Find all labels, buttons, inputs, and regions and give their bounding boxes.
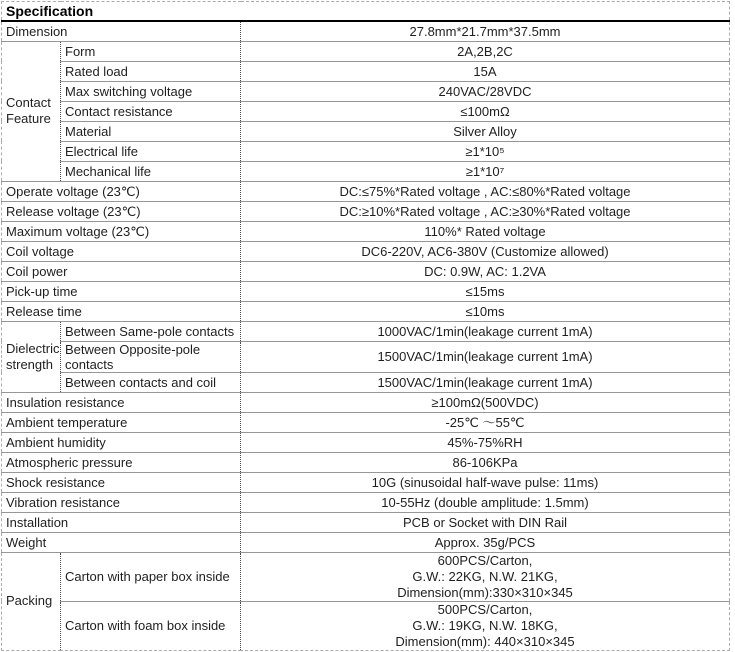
- table-row: [2, 41, 730, 61]
- table-row: [2, 341, 730, 372]
- spec-label: Carton with foam box inside: [61, 601, 241, 650]
- spec-value: 45%-75%RH: [241, 432, 730, 452]
- spec-value: ≤10ms: [241, 301, 730, 321]
- spec-value: 86-106KPa: [241, 452, 730, 472]
- spec-label: Between Same-pole contacts: [61, 321, 241, 341]
- spec-value: ≤15ms: [241, 281, 730, 301]
- spec-label: Release time: [2, 301, 241, 321]
- table-row: [2, 241, 730, 261]
- spec-label: Atmospheric pressure: [2, 452, 241, 472]
- spec-value: 1000VAC/1min(leakage current 1mA): [241, 321, 730, 341]
- table-row: [2, 281, 730, 301]
- spec-value: -25℃ ～55℃: [241, 412, 730, 432]
- spec-value: 1500VAC/1min(leakage current 1mA): [241, 341, 730, 372]
- table-row: [2, 221, 730, 241]
- spec-label: Contact resistance: [61, 101, 241, 121]
- spec-value: ≥1*10⁷: [241, 161, 730, 181]
- table-title: Specification: [2, 2, 730, 22]
- spec-label: Release voltage (23℃): [2, 201, 241, 221]
- spec-label: Carton with paper box inside: [61, 552, 241, 601]
- spec-label: Rated load: [61, 61, 241, 81]
- spec-value: 240VAC/28VDC: [241, 81, 730, 101]
- group-label: Packing: [2, 552, 61, 650]
- group-label: Contact Feature: [2, 41, 61, 181]
- spec-label: Coil power: [2, 261, 241, 281]
- table-row: [2, 61, 730, 81]
- spec-label: Weight: [2, 532, 241, 552]
- spec-value: DC:≥10%*Rated voltage , AC:≥30%*Rated voltage: [241, 201, 730, 221]
- spec-value: 1500VAC/1min(leakage current 1mA): [241, 372, 730, 392]
- spec-value: 500PCS/Carton, G.W.: 19KG, N.W. 18KG, Dimension(mm): 440×310×345: [241, 601, 730, 650]
- spec-label: Vibration resistance: [2, 492, 241, 512]
- spec-value: 2A,2B,2C: [241, 41, 730, 61]
- table-row: [2, 432, 730, 452]
- table-row: [2, 601, 730, 650]
- table-row: [2, 161, 730, 181]
- table-row: [2, 21, 730, 41]
- spec-value: Approx. 35g/PCS: [241, 532, 730, 552]
- spec-value: 110%* Rated voltage: [241, 221, 730, 241]
- spec-value: ≤100mΩ: [241, 101, 730, 121]
- table-row: [2, 412, 730, 432]
- table-row: [2, 141, 730, 161]
- title-row: [2, 2, 730, 22]
- table-row: [2, 392, 730, 412]
- table-row: [2, 452, 730, 472]
- spec-label: Ambient humidity: [2, 432, 241, 452]
- spec-label: Operate voltage (23℃): [2, 181, 241, 201]
- spec-value: ≥100mΩ(500VDC): [241, 392, 730, 412]
- table-row: [2, 101, 730, 121]
- spec-value: ≥1*10⁵: [241, 141, 730, 161]
- table-row: [2, 512, 730, 532]
- spec-label: Material: [61, 121, 241, 141]
- spec-label: Max switching voltage: [61, 81, 241, 101]
- spec-label: Insulation resistance: [2, 392, 241, 412]
- spec-label: Between contacts and coil: [61, 372, 241, 392]
- spec-label: Ambient temperature: [2, 412, 241, 432]
- table-row: [2, 472, 730, 492]
- table-row: [2, 121, 730, 141]
- table-row: [2, 372, 730, 392]
- spec-label: Between Opposite-pole contacts: [61, 341, 241, 372]
- spec-label: Mechanical life: [61, 161, 241, 181]
- spec-value: Silver Alloy: [241, 121, 730, 141]
- spec-value: DC:≤75%*Rated voltage , AC:≤80%*Rated voltage: [241, 181, 730, 201]
- spec-label: Installation: [2, 512, 241, 532]
- table-row: [2, 181, 730, 201]
- spec-label: Electrical life: [61, 141, 241, 161]
- spec-label: Dimension: [2, 21, 241, 41]
- table-row: [2, 532, 730, 552]
- table-row: [2, 552, 730, 601]
- spec-value: DC6-220V, AC6-380V (Customize allowed): [241, 241, 730, 261]
- spec-value: 10-55Hz (double amplitude: 1.5mm): [241, 492, 730, 512]
- spec-value: 15A: [241, 61, 730, 81]
- spec-label: Shock resistance: [2, 472, 241, 492]
- table-row: [2, 261, 730, 281]
- spec-label: Coil voltage: [2, 241, 241, 261]
- spec-label: Pick-up time: [2, 281, 241, 301]
- spec-value: PCB or Socket with DIN Rail: [241, 512, 730, 532]
- table-row: [2, 201, 730, 221]
- table-row: [2, 492, 730, 512]
- spec-label: Form: [61, 41, 241, 61]
- table-row: [2, 321, 730, 341]
- table-row: [2, 81, 730, 101]
- table-row: [2, 301, 730, 321]
- table-body: [2, 2, 730, 651]
- spec-label: Maximum voltage (23℃): [2, 221, 241, 241]
- spec-value: 27.8mm*21.7mm*37.5mm: [241, 21, 730, 41]
- specification-table: [1, 1, 730, 651]
- group-label: Dielectric strength: [2, 321, 61, 392]
- spec-value: 10G (sinusoidal half-wave pulse: 11ms): [241, 472, 730, 492]
- spec-value: DC: 0.9W, AC: 1.2VA: [241, 261, 730, 281]
- spec-value: 600PCS/Carton, G.W.: 22KG, N.W. 21KG, Dimension(mm):330×310×345: [241, 552, 730, 601]
